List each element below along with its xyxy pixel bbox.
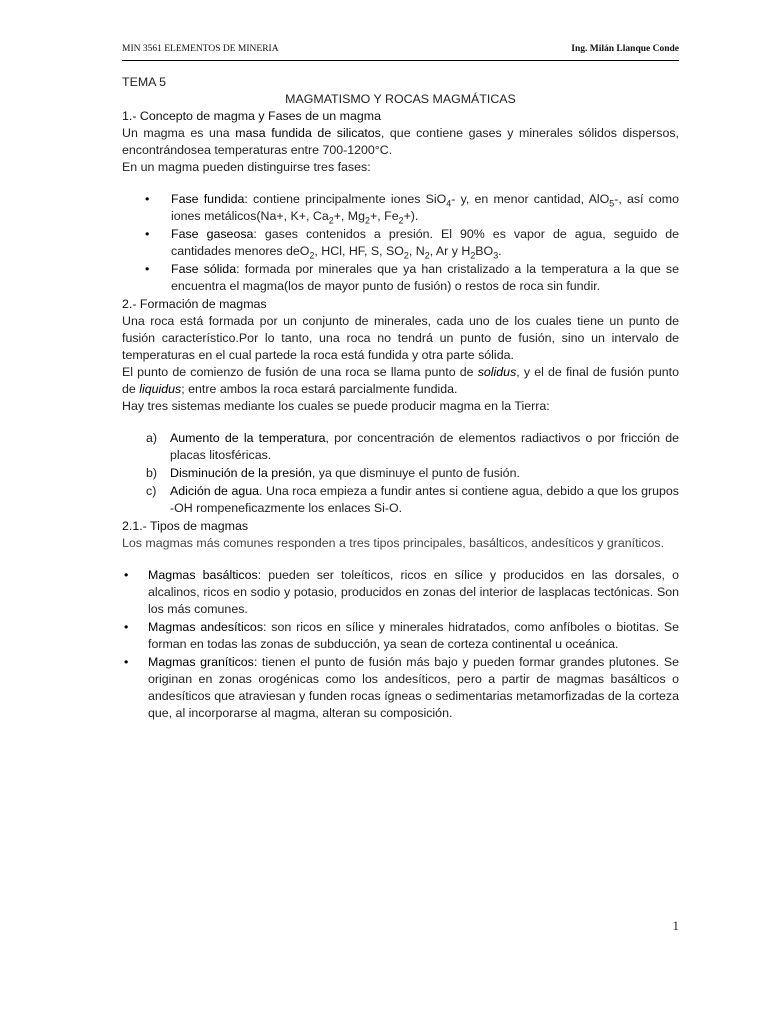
list-item: • Fase gaseosa: gases contenidos a presión. El 90% es vapor de agua, seguido de cantidades menores deO$_2$, HCl, HF, S, $SO_2$, $N_2$, Ar y $H_2BO_3$. bbox=[145, 227, 679, 261]
magma-systems-list bbox=[122, 430, 679, 517]
bullet-icon: • bbox=[145, 192, 150, 206]
list-item: • Magmas basálticos: pueden ser toleíticos, ricos en sílice y producidos en las dorsales, o alcalinos, ricos en sodio y potasio, producidos en zonas del interior de lasplacas tectónicas. Son los más comunes. bbox=[124, 568, 679, 616]
section-2-paragraph-1: Una roca está formada por un conjunto de minerales, cada uno de los cuales tiene un punto de fusión característico.Por lo tanto, una roca no tendrá un punto de fusión, sino un intervalo de temperaturas en el cual partede la roca está fundida y otra parte sólida. bbox=[122, 314, 679, 362]
document-title: MAGMATISMO Y ROCAS MAGMÁTICAS bbox=[285, 92, 516, 106]
magma-types-list bbox=[122, 567, 679, 722]
header-course: MIN 3561 ELEMENTOS DE MINERIA bbox=[122, 44, 279, 54]
bullet-icon: • bbox=[124, 568, 129, 582]
list-item: c) Adición de agua. Una roca empieza a fundir antes si contiene agua, debido a que los grupos -OH rompeneficazmente los enlaces Si-O. bbox=[146, 484, 679, 515]
section-1-paragraph-2: En un magma pueden distinguirse tres fases: bbox=[122, 160, 371, 174]
section-2-paragraph-3: Hay tres sistemas mediante los cuales se puede producir magma en la Tierra: bbox=[122, 399, 550, 413]
list-item: • Magmas graníticos: tienen el punto de fusión más bajo y pueden formar grandes plutones. Se originan en zonas orogénicas como los andesíticos, pero a partir de magmas basálticos o andesíticos que atraviesan y funden rocas ígneas o sedimentarias metamorfizadas de la corteza que, al incorporarse al magma, alteran su composición. bbox=[124, 655, 679, 720]
page-header bbox=[122, 44, 679, 61]
section-2-1-paragraph-1: Los magmas más comunes responden a tres tipos principales, basálticos, andesíticos y graníticos. bbox=[122, 536, 665, 550]
section-1-paragraph-1: Un magma es una masa fundida de silicatos, que contiene gases y minerales sólidos dispersos, encontrándosea temperaturas entre 700-1200°C. bbox=[122, 126, 679, 157]
page-number: 1 bbox=[672, 918, 679, 933]
header-author: Ing. Milán Llanque Conde bbox=[571, 44, 679, 54]
bullet-icon: • bbox=[124, 620, 129, 634]
topic-number: TEMA 5 bbox=[122, 75, 167, 89]
section-2-heading: 2.- Formación de magmas bbox=[122, 297, 267, 311]
list-item: b) Disminución de la presión, ya que disminuye el punto de fusión. bbox=[146, 466, 520, 480]
list-item: • Fase fundida: contiene principalmente iones SiO$_4$- y, en menor cantidad, AlO$_5$-, así como iones metálicos(Na+, K+, $Ca_2+$, $Mg_2+$, $Fe_2+$). bbox=[145, 192, 679, 226]
document-body bbox=[122, 74, 679, 723]
list-item: a) Aumento de la temperatura, por concentración de elementos radiactivos o por fricción de placas litosféricas. bbox=[146, 431, 680, 462]
list-item: • Magmas andesíticos: son ricos en sílice y minerales hidratados, como anfíboles o biotitas. Se forman en todas las zonas de subducción, ya sean de corteza continental u oceánica. bbox=[124, 620, 679, 651]
bullet-icon: • bbox=[145, 227, 150, 241]
bullet-icon: • bbox=[124, 655, 129, 669]
section-2-paragraph-2: El punto de comienzo de fusión de una roca se llama punto de solidus, y el de final de fusión punto de liquidus; entre ambos la roca estará parcialmente fundida. bbox=[122, 365, 679, 396]
section-1-heading: 1.- Concepto de magma y Fases de un magma bbox=[122, 109, 381, 123]
phases-list bbox=[122, 191, 679, 295]
section-2-1-heading: 2.1.- Tipos de magmas bbox=[122, 519, 249, 533]
bullet-icon: • bbox=[145, 262, 150, 276]
list-item: • Fase sólida: formada por minerales que ya han cristalizado a la temperatura a la que se encuentra el magma(los de mayor punto de fusión) o restos de roca sin fundir. bbox=[145, 262, 679, 293]
